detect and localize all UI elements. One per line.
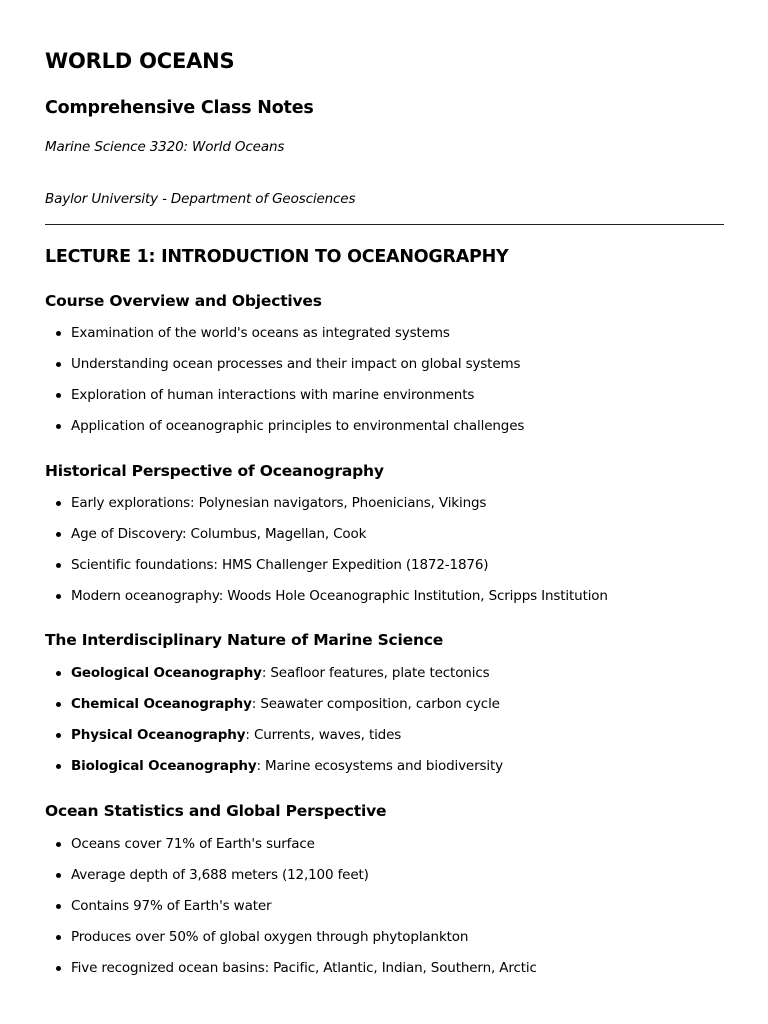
course-name: Marine Science 3320: World Oceans	[45, 139, 285, 155]
bullet-icon	[56, 966, 61, 971]
bullet-list	[45, 311, 724, 435]
list-item-text: : Currents, waves, tides	[245, 727, 402, 743]
list-item-text: : Seafloor features, plate tectonics	[261, 665, 490, 681]
bullet-icon	[56, 671, 61, 676]
list-item-text: Examination of the world's oceans as integrated systems	[71, 325, 450, 341]
list-item-text: : Seawater composition, carbon cycle	[251, 696, 500, 712]
bullet-list	[45, 481, 724, 605]
list-item	[45, 664, 724, 682]
bullet-icon	[56, 532, 61, 537]
list-item	[45, 928, 724, 946]
list-item	[45, 494, 724, 512]
list-item-term: Geological Oceanography	[71, 665, 262, 681]
list-item-term: Physical Oceanography	[71, 727, 246, 743]
document-title: WORLD OCEANS	[45, 49, 235, 73]
list-item	[45, 556, 724, 574]
document-subtitle: Comprehensive Class Notes	[45, 98, 314, 118]
bullet-icon	[56, 702, 61, 707]
list-item-term: Biological Oceanography	[71, 758, 257, 774]
section-title: The Interdisciplinary Nature of Marine Science	[45, 631, 444, 649]
list-item	[45, 897, 724, 915]
list-item	[45, 726, 724, 744]
list-item	[45, 959, 724, 977]
list-item	[45, 386, 724, 404]
bullet-icon	[56, 904, 61, 909]
list-item	[45, 355, 724, 373]
list-item-text: Understanding ocean processes and their impact on global systems	[71, 356, 521, 372]
list-item	[45, 866, 724, 884]
section-title: Course Overview and Objectives	[45, 292, 322, 310]
bullet-icon	[56, 331, 61, 336]
list-item-text: Five recognized ocean basins: Pacific, Atlantic, Indian, Southern, Arctic	[71, 960, 537, 976]
bullet-icon	[56, 594, 61, 599]
list-item	[45, 324, 724, 342]
list-item-text: Age of Discovery: Columbus, Magellan, Cook	[71, 526, 367, 542]
bullet-icon	[56, 935, 61, 940]
bullet-icon	[56, 393, 61, 398]
bullet-list	[45, 821, 724, 977]
department-name: Baylor University - Department of Geosciences	[45, 191, 356, 207]
bullet-icon	[56, 733, 61, 738]
bullet-icon	[56, 764, 61, 769]
bullet-list	[45, 650, 724, 775]
list-item-text: Exploration of human interactions with marine environments	[71, 387, 475, 403]
list-item-text: : Marine ecosystems and biodiversity	[256, 758, 503, 774]
list-item-text: Average depth of 3,688 meters (12,100 feet)	[71, 867, 369, 883]
section-title: Ocean Statistics and Global Perspective	[45, 802, 387, 820]
list-item-text: Oceans cover 71% of Earth's surface	[71, 836, 315, 852]
list-item	[45, 417, 724, 435]
list-item	[45, 525, 724, 543]
bullet-icon	[56, 842, 61, 847]
section-title: Historical Perspective of Oceanography	[45, 462, 384, 480]
list-item-text: Application of oceanographic principles to environmental challenges	[71, 418, 525, 434]
list-item-text: Early explorations: Polynesian navigators, Phoenicians, Vikings	[71, 495, 487, 511]
list-item	[45, 757, 724, 775]
list-item	[45, 587, 724, 605]
list-item-text: Modern oceanography: Woods Hole Oceanographic Institution, Scripps Institution	[71, 588, 608, 604]
bullet-icon	[56, 362, 61, 367]
list-item-text: Contains 97% of Earth's water	[71, 898, 272, 914]
bullet-icon	[56, 424, 61, 429]
bullet-icon	[56, 563, 61, 568]
lecture-title: LECTURE 1: INTRODUCTION TO OCEANOGRAPHY	[45, 247, 509, 267]
list-item-term: Chemical Oceanography	[71, 696, 252, 712]
bullet-icon	[56, 873, 61, 878]
list-item	[45, 695, 724, 713]
list-item-text: Produces over 50% of global oxygen through phytoplankton	[71, 929, 469, 945]
bullet-icon	[56, 501, 61, 506]
list-item-text: Scientific foundations: HMS Challenger Expedition (1872-1876)	[71, 557, 489, 573]
list-item	[45, 835, 724, 853]
